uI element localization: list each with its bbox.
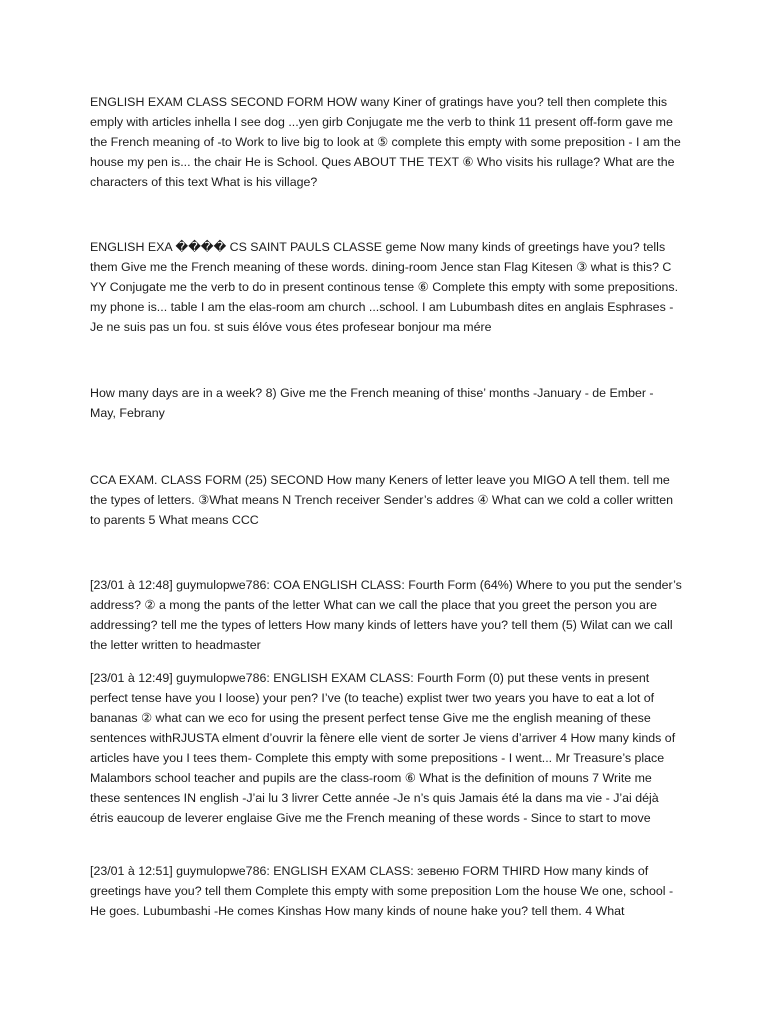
paragraph-saint-pauls-exam: ENGLISH EXA ���� CS SAINT PAULS CLASSE geme Now many kinds of greetings have you? tells them Give me the French meaning of these words. dining-room Jence stan Flag Kitesen ③ what is this? C YY Conjugate me the verb to do in present continous tense ⑥ Complete this empty with some prepositions. my phone is... table I am the elas-room am church ...school. I am Lubumbash dites en anglais Esphrases -Je ne suis pas un fou. st suis élóve vous étes profesear bonjour ma mére <box>90 240 679 334</box>
paragraph-second-form-exam: ENGLISH EXAM CLASS SECOND FORM HOW wany Kiner of gratings have you? tell then complete this emply with articles inhella I see dog ...yen girb Conjugate me the verb to think 11 present off-form gave me the French meaning of -to Work to live big to look at ⑤ complete this empty with some preposition - I am the house my pen is... the chair He is School. Ques ABOUT THE TEXT ⑥ Who visits his rullage? What are the characters of this text What is his village? <box>90 95 681 189</box>
paragraph-cca-exam: CCA EXAM. CLASS FORM (25) SECOND How many Keners of letter leave you MIGO A tell them. tell me the types of letters. ③What means N Trench receiver Sender’s addres ④ What can we cold a coller written to parents 5 What means CCC <box>90 473 674 527</box>
paragraph-message-1248: [23/01 à 12:48] guymulopwe786: COA ENGLISH CLASS: Fourth Form (64%) Where to you put the sender’s address? ② a mong the pants of the letter What can we call the place that you greet the person you are addressing? tell me the types of letters How many kinds of letters have you? tell them (5) Wilat can we call the letter written to headmaster <box>90 578 682 652</box>
paragraph-message-1251: [23/01 à 12:51] guymulopwe786: ENGLISH EXAM CLASS: зевеню FORM THIRD How many kinds of greetings have you? tell them Complete this empty with some preposition Lom the house We one, school - He goes. Lubumbashi -He comes Kinshas How many kinds of noune hake you? tell them. 4 What <box>90 864 674 918</box>
paragraph-message-1249: [23/01 à 12:49] guymulopwe786: ENGLISH EXAM CLASS: Fourth Form (0) put these vents in present perfect tense have you I loose) your pen? I’ve (to teache) explist twer two years you have to eat a lot of bananas ② what can we eco for using the present perfect tense Give me the english meaning of these sentences withRJUSTA elment d’ouvrir la fènere elle vient de sorter Je viens d’arriver 4 How many kinds of articles have you I tees them- Complete this empty with some prepositions - I went... Mr Treasure’s place Malambors school teacher and pupils are the class-room ⑥ What is the definition of mouns 7 Write me these sentences IN english -J’ai lu 3 livrer Cette année -Je n’s quis Jamais été la dans ma vie - J’ai déjà étris eaucoup de leverer englaise Give me the French meaning of these words - Since to start to move <box>90 671 676 825</box>
paragraph-days-of-week: How many days are in a week? 8) Give me the French meaning of thise’ months -January - de Ember - May, Febrany <box>90 386 654 420</box>
